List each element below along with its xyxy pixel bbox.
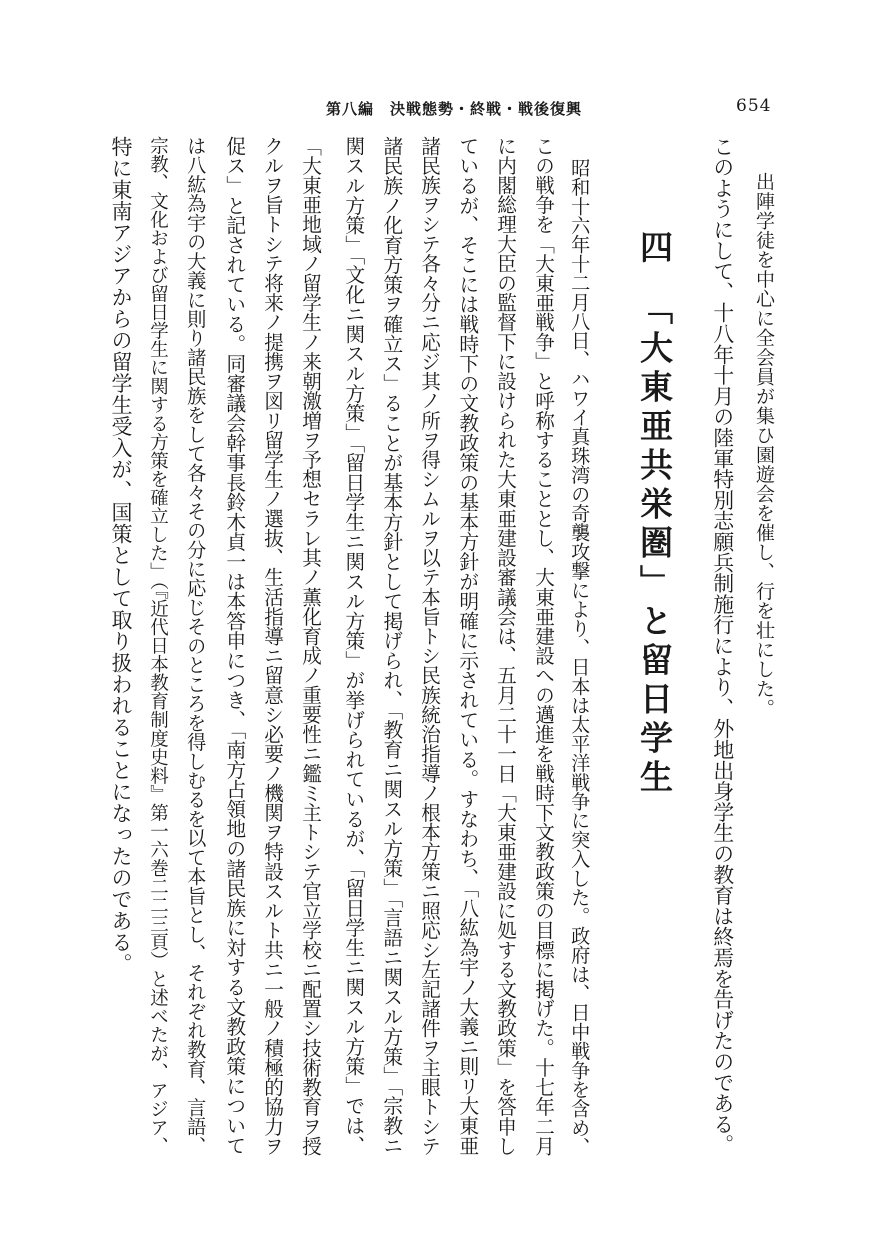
text-column: 宗教、文化および留日学生に関する方策を確立した」（『近代日本教育制度史料』第一六巻二二三頁）と述べたが、アジア、 [147, 136, 169, 1156]
text-column: 特に東南アジアからの留学生受入が、国策として取り扱われることになったのである。 [109, 136, 133, 975]
text-column: クルヲ旨トシテ将来ノ提携ヲ図リ留学生ノ選抜、生活指導ニ留意シ必要ノ機関ヲ特設スルト共ニ一般ノ積極的協力ヲ [260, 136, 284, 1156]
section-title: 四 「大東亜共栄圏」と留日学生 [635, 230, 674, 799]
text-column: 促ス」と記されている。同審議会幹事長鈴木貞一は本答申につき、「南方占領地の諸民族に対する文教政策について [222, 136, 246, 1156]
text-column: は八紘為宇の大義に則り諸民族をして各々その分に応じそのところを得しむるを以て本旨とし、それぞれ教育、言語、 [184, 136, 208, 1156]
text-column: 諸民族ノ化育方策ヲ確立ス」ることが基本方針として掲げられ、「教育ニ関スル方策」「言語ニ関スル方策」「宗教ニ [379, 136, 403, 1156]
text-column: 諸民族ヲシテ各々分ニ応ジ其ノ所ヲ得シムルヲ以テ本旨トシ民族統治指導ノ根本方策ニ照応シ左記諸件ヲ主眼トシテ [417, 136, 441, 1156]
text-column: この戦争を「大東亜戦争」と呼称することとし、大東亜建設への邁進を戦時下文教政策の目標に掲げた。十七年二月 [531, 136, 555, 1156]
page-number: 654 [736, 96, 772, 116]
text-column: このようにして、十八年十月の陸軍特別志願兵制施行により、外地出身学生の教育は終焉を告げたのである。 [709, 136, 734, 1156]
text-column: 関スル方策」「文化ニ関スル方策」「留日学生ニ関スル方策」が挙げられているが、「留日学生ニ関スル方策」では、 [341, 136, 365, 1156]
running-header: 第八編 決戦態勢・終戦・戦後復興 [326, 100, 583, 118]
text-column: に内閣総理大臣の監督下に設けられた大東亜建設審議会は、五月二十一日「大東亜建設に処する文教政策」を答申し [493, 136, 517, 1156]
text-column: 昭和十六年十二月八日、ハワイ真珠湾の奇襲攻撃により、日本は太平洋戦争に突入した。政府は、日中戦争を含め、 [568, 158, 592, 1157]
text-column: 出陣学徒を中心に全会員が集ひ園遊会を催し、行を壮にした。 [753, 172, 775, 718]
text-column: ているが、そこには戦時下の文教政策の基本方針が明確に示されている。すなわち、「八紘為宇ノ大義ニ則リ大東亜 [455, 136, 479, 1156]
text-column: 「大東亜地域ノ留学生ノ来朝激増ヲ予想セラレ其ノ薫化育成ノ重要性ニ鑑ミ主トシテ官立学校ニ配置シ技術教育ヲ授 [298, 136, 322, 1156]
